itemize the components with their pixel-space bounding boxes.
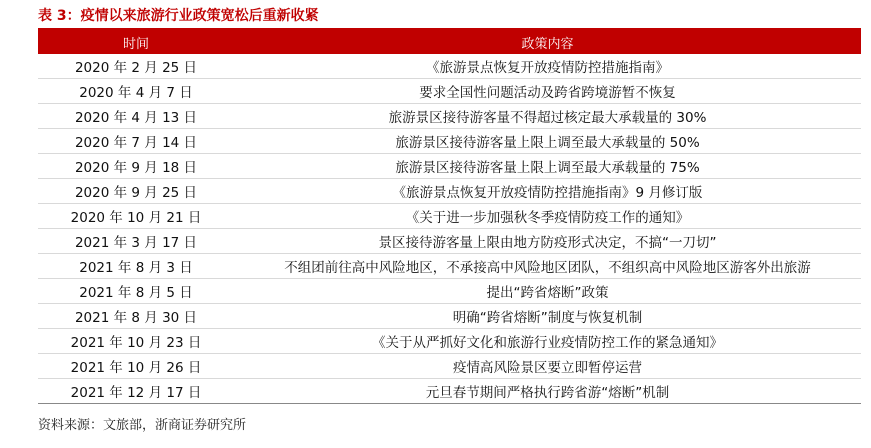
- row-policy: 旅游景区接待游客量不得超过核定最大承载量的 30%: [234, 104, 861, 129]
- table-row: [38, 254, 861, 279]
- header-time: 时间: [38, 29, 234, 54]
- row-policy: 旅游景区接待游客量上限上调至最大承载量的 75%: [234, 154, 861, 179]
- row-date: 2021 年 3 月 17 日: [38, 229, 234, 254]
- row-policy: 疫情高风险景区要立即暂停运营: [234, 354, 861, 379]
- table-row: [38, 79, 861, 104]
- table-row: [38, 379, 861, 404]
- row-policy: 《旅游景点恢复开放疫情防控措施指南》9 月修订版: [234, 179, 861, 204]
- table-row: [38, 104, 861, 129]
- row-policy: 要求全国性问题活动及跨省跨境游暂不恢复: [234, 79, 861, 104]
- table-header: [38, 29, 861, 54]
- table-body: [38, 54, 861, 404]
- policy-table: [38, 28, 861, 404]
- table-row: [38, 229, 861, 254]
- table-row: [38, 54, 861, 79]
- table-row: [38, 304, 861, 329]
- row-policy: 《旅游景点恢复开放疫情防控措施指南》: [234, 54, 861, 79]
- table-row: [38, 204, 861, 229]
- row-date: 2021 年 10 月 23 日: [38, 329, 234, 354]
- row-policy: 旅游景区接待游客量上限上调至最大承载量的 50%: [234, 129, 861, 154]
- row-policy: 景区接待游客量上限由地方防疫形式决定，不搞“一刀切”: [234, 229, 861, 254]
- header-row: [38, 29, 861, 54]
- row-date: 2021 年 8 月 5 日: [38, 279, 234, 304]
- header-policy: 政策内容: [234, 29, 861, 54]
- row-date: 2020 年 2 月 25 日: [38, 54, 234, 79]
- row-date: 2021 年 8 月 30 日: [38, 304, 234, 329]
- row-policy: 《关于进一步加强秋冬季疫情防疫工作的通知》: [234, 204, 861, 229]
- row-date: 2020 年 4 月 7 日: [38, 79, 234, 104]
- source-note: 资料来源：文旅部，浙商证券研究所: [38, 418, 247, 433]
- row-date: 2021 年 10 月 26 日: [38, 354, 234, 379]
- table-row: [38, 154, 861, 179]
- row-policy: 不组团前往高中风险地区，不承接高中风险地区团队，不组织高中风险地区游客外出旅游: [234, 254, 861, 279]
- table-row: [38, 129, 861, 154]
- row-date: 2020 年 9 月 25 日: [38, 179, 234, 204]
- table-row: [38, 329, 861, 354]
- row-date: 2020 年 10 月 21 日: [38, 204, 234, 229]
- row-date: 2020 年 4 月 13 日: [38, 104, 234, 129]
- row-date: 2021 年 12 月 17 日: [38, 379, 234, 404]
- table-row: [38, 354, 861, 379]
- row-date: 2020 年 7 月 14 日: [38, 129, 234, 154]
- row-date: 2021 年 8 月 3 日: [38, 254, 234, 279]
- row-policy: 提出“跨省熔断”政策: [234, 279, 861, 304]
- row-date: 2020 年 9 月 18 日: [38, 154, 234, 179]
- row-policy: 元旦春节期间严格执行跨省游“熔断”机制: [234, 379, 861, 404]
- table-row: [38, 179, 861, 204]
- table-title: 表 3：疫情以来旅游行业政策宽松后重新收紧: [38, 8, 319, 24]
- row-policy: 《关于从严抓好文化和旅游行业疫情防控工作的紧急通知》: [234, 329, 861, 354]
- table-row: [38, 279, 861, 304]
- row-policy: 明确“跨省熔断”制度与恢复机制: [234, 304, 861, 329]
